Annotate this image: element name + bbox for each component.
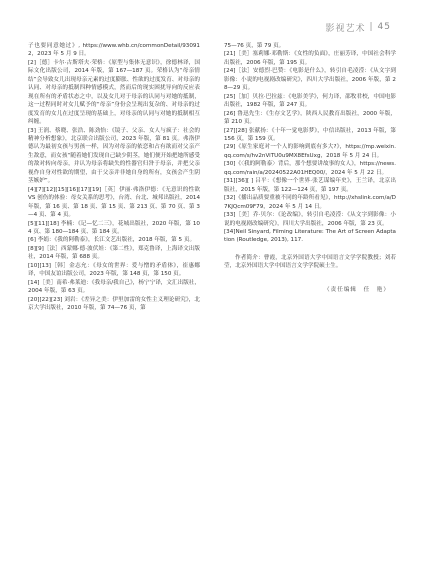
author-bio: 作者简介：曹霞，北京外国语大学中国语言文学学院教授；刘若莹，北京外国语大学中国语言文学学院硕士生。: [224, 254, 396, 270]
right-column: [224, 42, 396, 294]
reference-entry: [27][28] 张献扬：《十年一觉电影梦》，中信出版社，2013 年版，第 156 页，第 159 页。: [224, 127, 396, 142]
reference-entry: [26] 鲁迅先生：《生存文艺学》，陕西人民教育出版社，2000 年版，第 210 页。: [224, 110, 396, 126]
reference-entry: [4][7][12][15][16][17][19]［英］伊丽·弗洛伊德：《无意识的性欲 VS 创伤的体验：母女关系的思考》，台湾、台北、城邦出版社，2014 年版，第 16 页、第 18 页、第 15 页、第 213 页、第 70 页、第 3—4 页、第 4 页。: [28, 186, 200, 219]
reference-entry: [6] 李娟：《我的阿勒泰》，长江文艺出版社，2018 年版，第 5 页。: [28, 237, 196, 244]
editor-note: （责任编辑 任 艳）: [324, 286, 390, 293]
header-separator: |: [369, 22, 374, 32]
reference-entry: [30]《〈我的阿勒泰〉背后，那个想要讲故事的女人》，https://news.qq.com/rain/a/20240522A01HEQ00/，2024 年 5 月 22 日。: [224, 161, 396, 176]
reference-entry: [5][11][18] 李楠：《记—忆二三》，花城出版社，2020 年版，第 104 页、第 180—184 页、第 184 页。: [28, 220, 200, 235]
reference-entry: 子也要同意她过》, https://www.whb.cn/commonDetail/930912，2023 年 5 月 9 日。: [28, 43, 200, 58]
left-column: [28, 42, 200, 313]
reference-entry: [8][9]［法］西蒙娜·德·波伏娃：《第二性》，郑克鲁译，上海译文出版社，2014 年版，第 688 页。: [28, 245, 200, 261]
reference-entry: [14]［美］南希·弗莱迪：《我母亲/我自己》，杨宁宁译，文汇出版社，2004 年版，第 63 页。: [28, 279, 200, 295]
reference-entry: [3] 王润、蔡晓、张浩、陈劲怡：《镜子、父亲、女人与疯子：社会的精神分析想象》，北京联合出版公司，2023 年版，第 81 页。弗洛伊德认为最初女孩与男孩一样，因为对母亲的依恋和占有欲而对父亲产生敌意，而女孩“随着她们发现自己缺少阴茎，她们便开始把她所感受的敌对转向母亲，并认为母亲将缺失的性器官归咎于母亲，并把父亲视作自身对性欲的期望，由于父亲并非她自身的所有，女孩会产生阴茎嫉妒”。: [28, 127, 200, 185]
reference-entry: [10][13]［韩］金志允：《母女的世界：爱与憎的矛盾体》，崔惠娜译，中国友谊出版公司，2023 年版，第 148 页，第 150 页。: [28, 262, 200, 278]
page-number: 45: [377, 22, 391, 32]
reference-entry: [21]［美］塞莉娜·邓勒斯：《女性的负面》，庄丽芳译，中国社会科学出版社，2006 年版，第 195 页。: [224, 51, 396, 66]
reference-entry: [25]［加］贝拉·巴拉兹：《电影美学》，何力译，邵牧君校，中国电影出版社，1982 年版，第 247 页。: [224, 93, 396, 109]
reference-entry: [32]《播出品质要重被不同的年龄所看见》，http://xhslink.com/a/D7KJQcm09F79，2024 年 5 月 14 日。: [224, 195, 396, 210]
reference-entry: [31][36][ ] 吕平：《想像一个世界·张艺谋编年史》，王兰译，北京出版社，2015 年版，第 122—124 页，第 197 页。: [224, 178, 396, 193]
reference-entry: [33]［美］乔·贝尔：《论改编》，转引自毛凌滢：《从文字到影像：小说的电视剧改编研究》，四川大学出版社，2006 年版，第 23 页。: [224, 212, 396, 227]
reference-entry: [24]［法］安德烈·巴赞：《电影是什么》，转引自毛凌滢：《从文字到影像：小说的电视剧改编研究》，四川大学出版社，2006 年版，第 28—29 页。: [224, 68, 396, 92]
reference-entry: [20][22][23] 刘岩：《差异之美：伊里加雷的女性主义理论研究》，北京大学出版社，2010 年版，第 74—76 页，第: [28, 296, 200, 312]
reference-entry: [34]Neil Sinyard, Filming Literature: The Art of Screen Adaptation (Routledge, 2013), 117.: [224, 228, 396, 244]
reference-entry: 75—76 页，第 79 页。: [224, 43, 285, 49]
running-header: [325, 20, 391, 34]
reference-entry: [29]《原生家庭对一个人的影响到底有多大?》，https://mp.weixin.qq.com/s/hv2nViTU0u9MX8EfsUxg，2018 年 5 月 24 日。: [224, 144, 396, 159]
journal-name: 影视艺术: [325, 23, 366, 34]
reference-entry: [2]［德］卡尔·古斯塔夫·荣格：《原型与集体无意识》，徐德林译，国际文化出版公司，2014 年版，第 167—187 页。荣格认为“母亲情结”会导致女儿出现母亲元素的过度膨胀、性欲的过度发育、对母亲的认同、对母亲的抵制四种情感模式，然而后的现实困扰导向的反应表现在所有的矛盾状态之中，以及女儿对于母亲的认同与对她的抵制，这一过程同时对女儿赋予的“母亲”身份会呈现出复杂的、对母亲的过度发育的女儿在过度呈现的基础上，对母亲的认同与对她的抵制相互纠缠。: [28, 59, 200, 126]
